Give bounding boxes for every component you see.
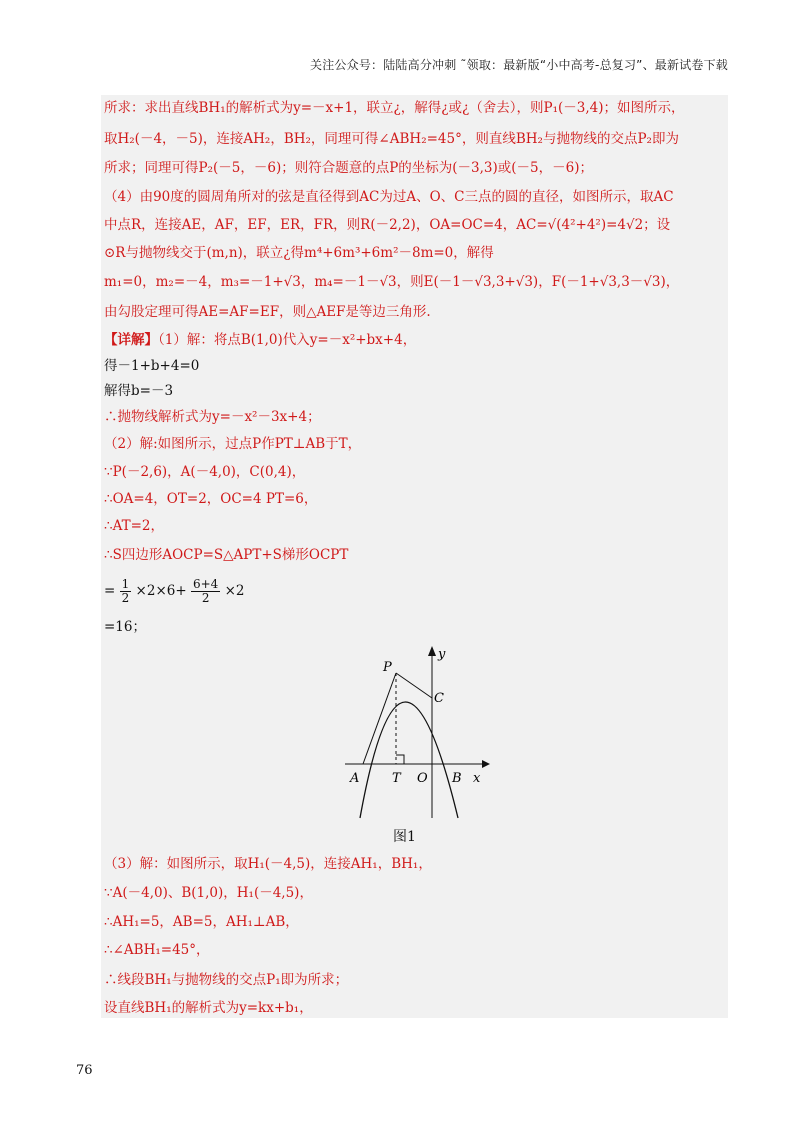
detail-text: （1）解：将点B(1,0)代入y=－x²+bx+4，	[158, 332, 417, 348]
detail-line	[104, 331, 416, 349]
label-C: C	[434, 691, 444, 706]
label-T: T	[392, 771, 401, 786]
fraction-half	[120, 578, 132, 605]
text-line-2: 取H₂(－4，－5)，连接AH₂，BH₂，同理可得∠ABH₂=45°，则直线BH₂与抛物线的交点P₂即为	[104, 131, 679, 147]
fraction-half-num: 1	[121, 577, 130, 591]
label-O: O	[417, 771, 428, 786]
text-line-10: 得－1+b+4=0	[104, 358, 200, 374]
text-line-23: 设直线BH₁的解析式为y=kx+b₁，	[104, 1000, 313, 1016]
text-line-3: 所求；同理可得P₂(－5，－6)；则符合题意的点P的坐标为(－3,3)或(－5，－6)；	[104, 160, 594, 176]
text-line-14: ∵P(－2,6)，A(－4,0)，C(0,4)，	[104, 464, 306, 480]
page-header: 关注公众号：陆陆高分冲刺 ˜领取：最新版“小中高考-总复习”、最新试卷下载	[310, 58, 728, 72]
text-line-21: ∴∠ABH₁=45°，	[104, 942, 210, 958]
fraction-sum-den: 2	[201, 591, 210, 605]
text-line-19: ∵A(－4,0)、B(1,0)，H₁(－4,5)，	[104, 885, 313, 901]
text-line-11: 解得b=－3	[104, 383, 174, 399]
label-A: A	[350, 771, 360, 786]
label-P: P	[383, 660, 392, 675]
fraction-line	[104, 578, 245, 605]
y-axis-arrow	[428, 646, 436, 656]
text-line-6: ⊙R与抛物线交于(m,n)，联立¿得m⁴+6m³+6m²－8m=0，解得	[104, 245, 494, 261]
page-number: 76	[76, 1063, 93, 1078]
fraction-mid: ×2×6+	[135, 583, 187, 599]
text-line-8: 由勾股定理可得AE=AF=EF，则△AEF是等边三角形.	[104, 304, 431, 320]
text-line-17: ∴S四边形AOCP=S△APT+S梯形OCPT	[104, 547, 349, 563]
parabola-figure	[330, 636, 500, 826]
text-line-1: 所求：求出直线BH₁的解析式为y=－x+1，联立¿，解得¿或¿（舍去），则P₁(－3,4)；如图所示，	[104, 100, 685, 116]
x-axis-arrow	[482, 760, 490, 768]
segment-PC	[396, 673, 432, 698]
text-line-22: ∴线段BH₁与抛物线的交点P₁即为所求；	[104, 972, 349, 988]
fraction-prefix: =	[104, 583, 116, 599]
fraction-sum	[191, 578, 220, 605]
text-line-4: （4）由90度的圆周角所对的弦是直径得到AC为过A、O、C三点的圆的直径，如图所示，取AC	[104, 189, 674, 205]
text-line-15: ∴OA=4，OT=2，OC=4 PT=6，	[104, 491, 318, 507]
figure-caption: 图1	[393, 829, 416, 845]
fraction-half-den: 2	[121, 591, 130, 605]
label-B: B	[452, 771, 462, 786]
text-line-18: （3）解：如图所示，取H₁(－4,5)，连接AH₁，BH₁，	[104, 856, 432, 872]
text-line-20: ∴AH₁=5，AB=5，AH₁⊥AB，	[104, 914, 299, 930]
label-x: x	[473, 771, 481, 786]
parabola-curve	[360, 702, 458, 818]
right-angle-mark	[396, 755, 404, 764]
text-line-13: （2）解:如图所示，过点P作PT⊥AB于T，	[104, 436, 362, 452]
text-line-7: m₁=0，m₂=－4，m₃=－1+√3，m₄=－1－√3，则E(－1－√3,3+√3)，F(－1+√3,3－√3)，	[104, 274, 680, 290]
text-line-12: ∴抛物线解析式为y=－x²－3x+4；	[104, 409, 321, 425]
text-line-5: 中点R，连接AE，AF，EF，ER，FR，则R(－2,2)，OA=OC=4，AC=√(4²+4²)=4√2；设	[104, 217, 671, 233]
fraction-suffix: ×2	[224, 583, 245, 599]
fraction-sum-num: 6+4	[192, 577, 219, 591]
label-y: y	[438, 647, 446, 662]
segment-AP	[363, 673, 396, 764]
text-line-16: ∴AT=2，	[104, 518, 165, 534]
detail-tag: 【详解】	[104, 332, 158, 348]
result-line: =16；	[104, 619, 146, 635]
